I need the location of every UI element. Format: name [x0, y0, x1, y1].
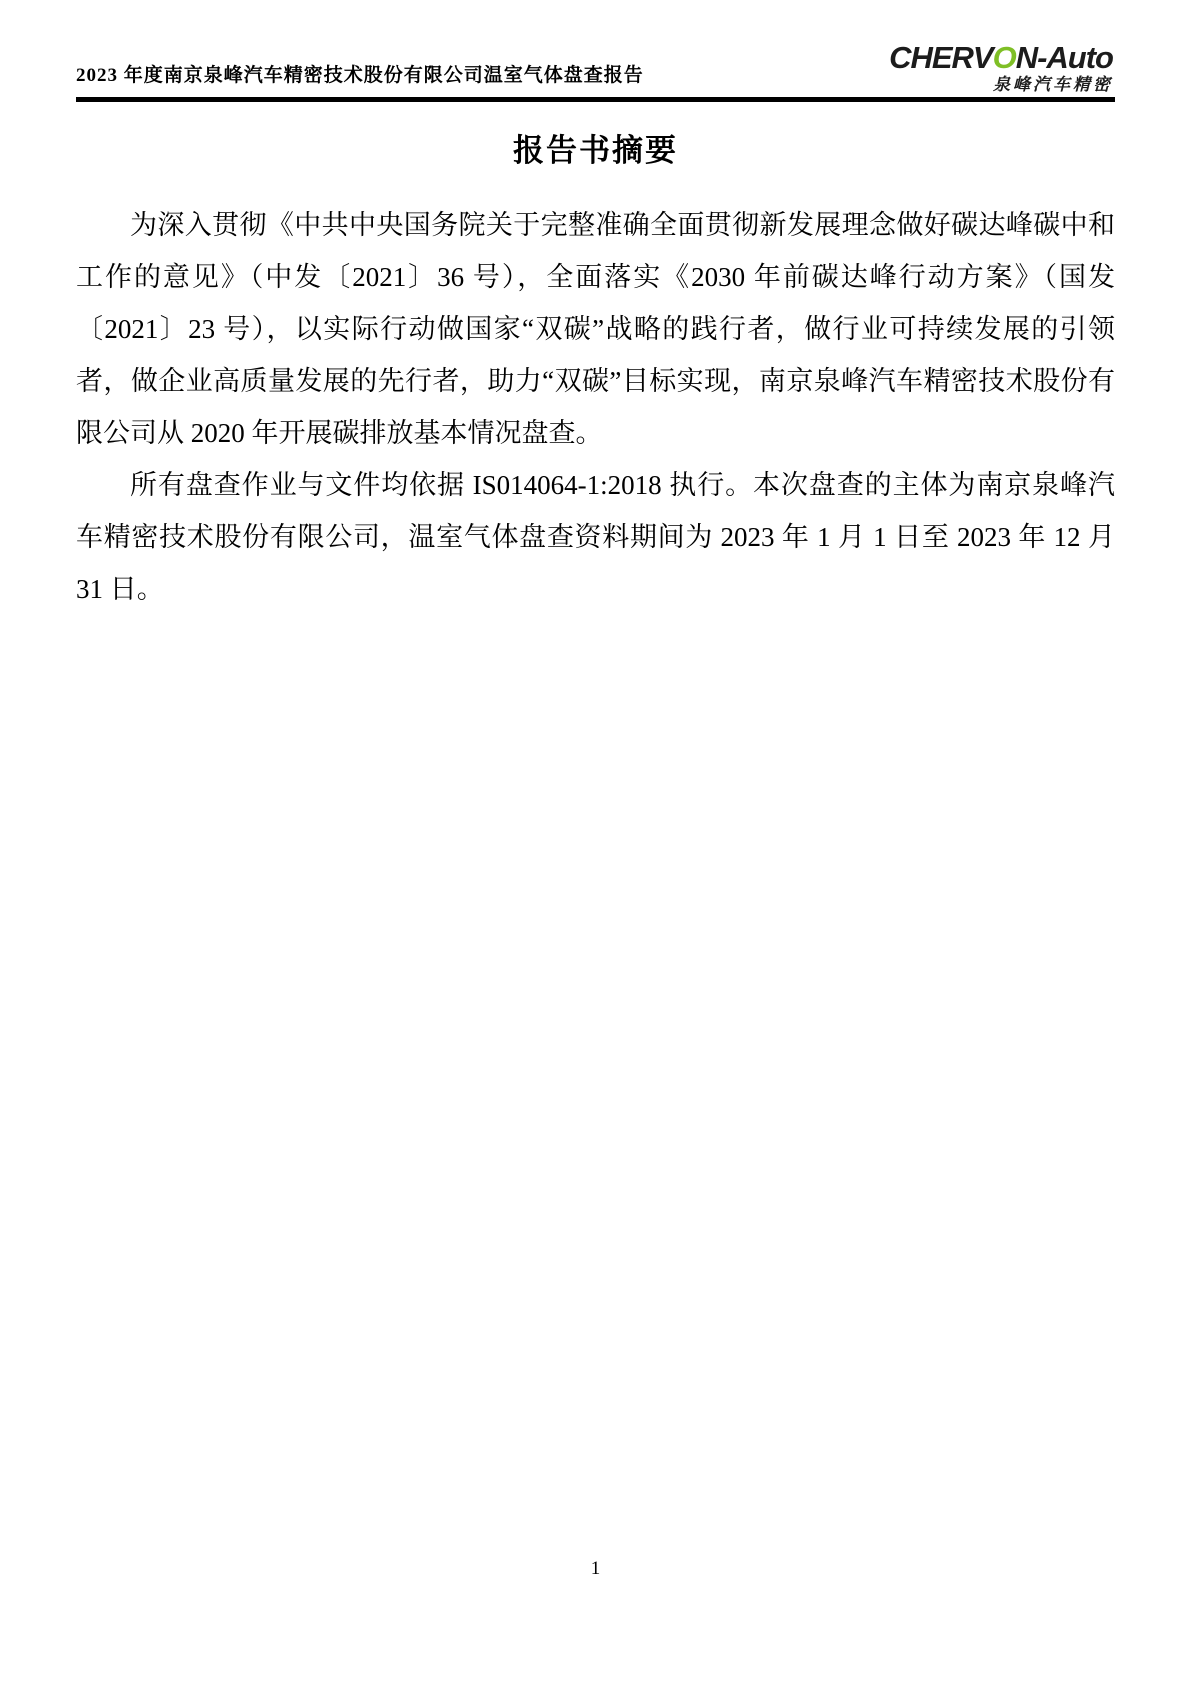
body-text [76, 199, 1115, 615]
running-title: 2023 年度南京泉峰汽车精密技术股份有限公司温室气体盘查报告 [76, 65, 644, 86]
logo-wordmark-prefix: CHERV [889, 40, 993, 75]
logo-subtitle: 泉峰汽车精密 [993, 75, 1113, 94]
logo-wordmark-suffix: N-Auto [1015, 40, 1113, 75]
paragraph-2: 所有盘查作业与文件均依据 IS014064-1:2018 执行。本次盘查的主体为南京泉峰汽车精密技术股份有限公司，温室气体盘查资料期间为 2023 年 1 月 1 日至 2023 年 12 月 31 日。 [76, 470, 1115, 604]
logo-green-o-icon: O [992, 40, 1016, 75]
page-header [76, 0, 1115, 102]
page-number: 1 [590, 1558, 601, 1579]
logo-wordmark [889, 42, 1113, 73]
page-title: 报告书摘要 [513, 133, 678, 168]
chervon-auto-logo [889, 42, 1115, 93]
paragraph-1: 为深入贯彻《中共中央国务院关于完整准确全面贯彻新发展理念做好碳达峰碳中和工作的意见》（中发〔2021〕36 号），全面落实《2030 年前碳达峰行动方案》（国发〔2021〕23 号），以实际行动做国家“双碳”战略的践行者，做行业可持续发展的引领者，做企业高质量发展的先行者，助力“双碳”目标实现，南京泉峰汽车精密技术股份有限公司从 2020 年开展碳排放基本情况盘查。 [76, 210, 1115, 448]
